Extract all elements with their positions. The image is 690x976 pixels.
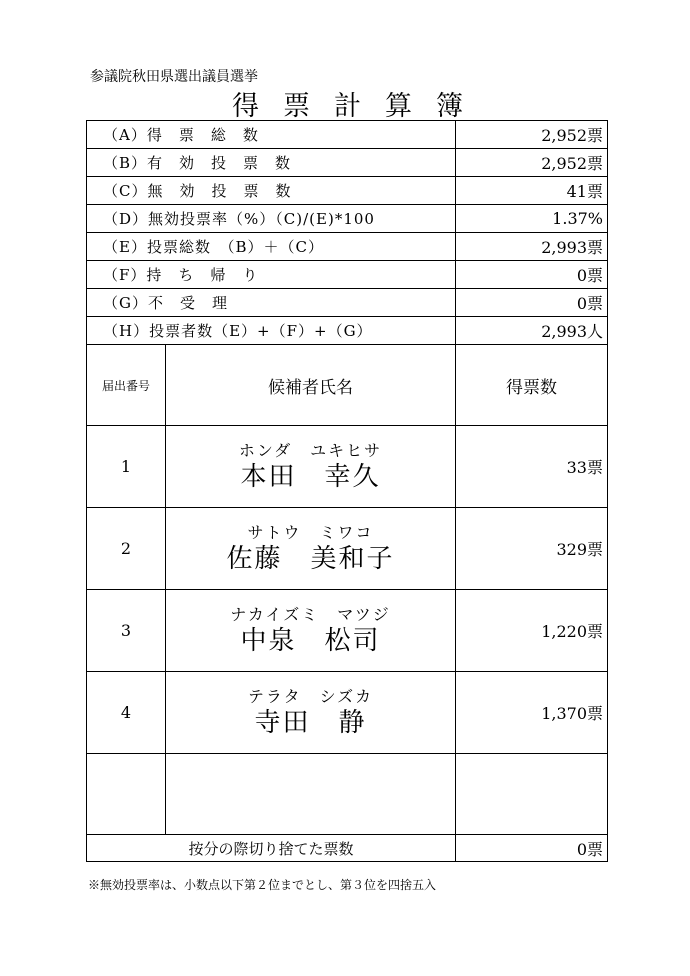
summary-label: （A）得 票 総 数: [87, 121, 456, 149]
summary-label: （H）投票者数（E）+（F）+（G）: [87, 317, 456, 345]
rounding-row: [87, 835, 608, 862]
candidate-row: [87, 426, 608, 508]
summary-value: 0票: [456, 261, 608, 289]
summary-row-b: [87, 149, 608, 177]
empty-cell: [166, 754, 456, 835]
candidate-kana: テラタ シズカ: [247, 686, 374, 706]
candidate-number: 2: [87, 508, 166, 590]
empty-cell: [456, 754, 608, 835]
candidate-name: 寺田 静: [254, 707, 367, 738]
candidate-number: 4: [87, 672, 166, 754]
summary-label: （C）無 効 投 票 数: [87, 177, 456, 205]
summary-row-e: [87, 233, 608, 261]
candidate-name-cell: [166, 672, 456, 754]
candidate-name-cell: [166, 426, 456, 508]
header-number: 届出番号: [87, 345, 166, 426]
candidate-name-cell: [166, 508, 456, 590]
footnote: ※無効投票率は、小数点以下第２位までとし、第３位を四捨五入: [88, 878, 437, 892]
candidate-name: 中泉 松司: [240, 625, 381, 656]
summary-value: 2,952票: [456, 121, 608, 149]
candidate-votes: 1,220票: [456, 590, 608, 672]
candidate-votes: 1,370票: [456, 672, 608, 754]
candidate-number: 3: [87, 590, 166, 672]
header-name: 候補者氏名: [166, 345, 456, 426]
candidate-name: 本田 幸久: [240, 461, 381, 492]
candidate-row: [87, 508, 608, 590]
candidate-kana: サトウ ミワコ: [247, 522, 374, 542]
candidate-kana: ナカイズミ マツジ: [230, 604, 391, 624]
summary-label: （F）持 ち 帰 り: [87, 261, 456, 289]
candidate-number: 1: [87, 426, 166, 508]
summary-row-h: [87, 317, 608, 345]
candidate-name: 佐藤 美和子: [226, 543, 395, 574]
candidate-row: [87, 590, 608, 672]
candidate-votes: 329票: [456, 508, 608, 590]
summary-value: 41票: [456, 177, 608, 205]
summary-value: 2,952票: [456, 149, 608, 177]
summary-row-c: [87, 177, 608, 205]
header-votes: 得票数: [456, 345, 608, 426]
summary-value: 2,993票: [456, 233, 608, 261]
candidate-votes: 33票: [456, 426, 608, 508]
summary-row-g: [87, 289, 608, 317]
election-subtitle: 参議院秋田県選出議員選挙: [90, 69, 258, 85]
summary-row-f: [87, 261, 608, 289]
empty-candidate-row: [87, 754, 608, 835]
vote-count-table: [86, 120, 608, 862]
candidate-header-row: [87, 345, 608, 426]
summary-value: 2,993人: [456, 317, 608, 345]
candidate-name-cell: [166, 590, 456, 672]
summary-label: （D）無効投票率（%）（C)/(E)*100: [87, 205, 456, 233]
candidate-row: [87, 672, 608, 754]
empty-cell: [87, 754, 166, 835]
document-title: 得票計算簿: [232, 91, 487, 122]
summary-label: （B）有 効 投 票 数: [87, 149, 456, 177]
summary-value: 0票: [456, 289, 608, 317]
summary-label: （G）不 受 理: [87, 289, 456, 317]
summary-label: （E）投票総数 （B）＋（C）: [87, 233, 456, 261]
summary-row-d: [87, 205, 608, 233]
rounding-label: 按分の際切り捨てた票数: [87, 835, 456, 862]
candidate-kana: ホンダ ユキヒサ: [238, 440, 383, 460]
summary-value: 1.37%: [456, 205, 608, 233]
summary-row-a: [87, 121, 608, 149]
rounding-value: 0票: [456, 835, 608, 862]
